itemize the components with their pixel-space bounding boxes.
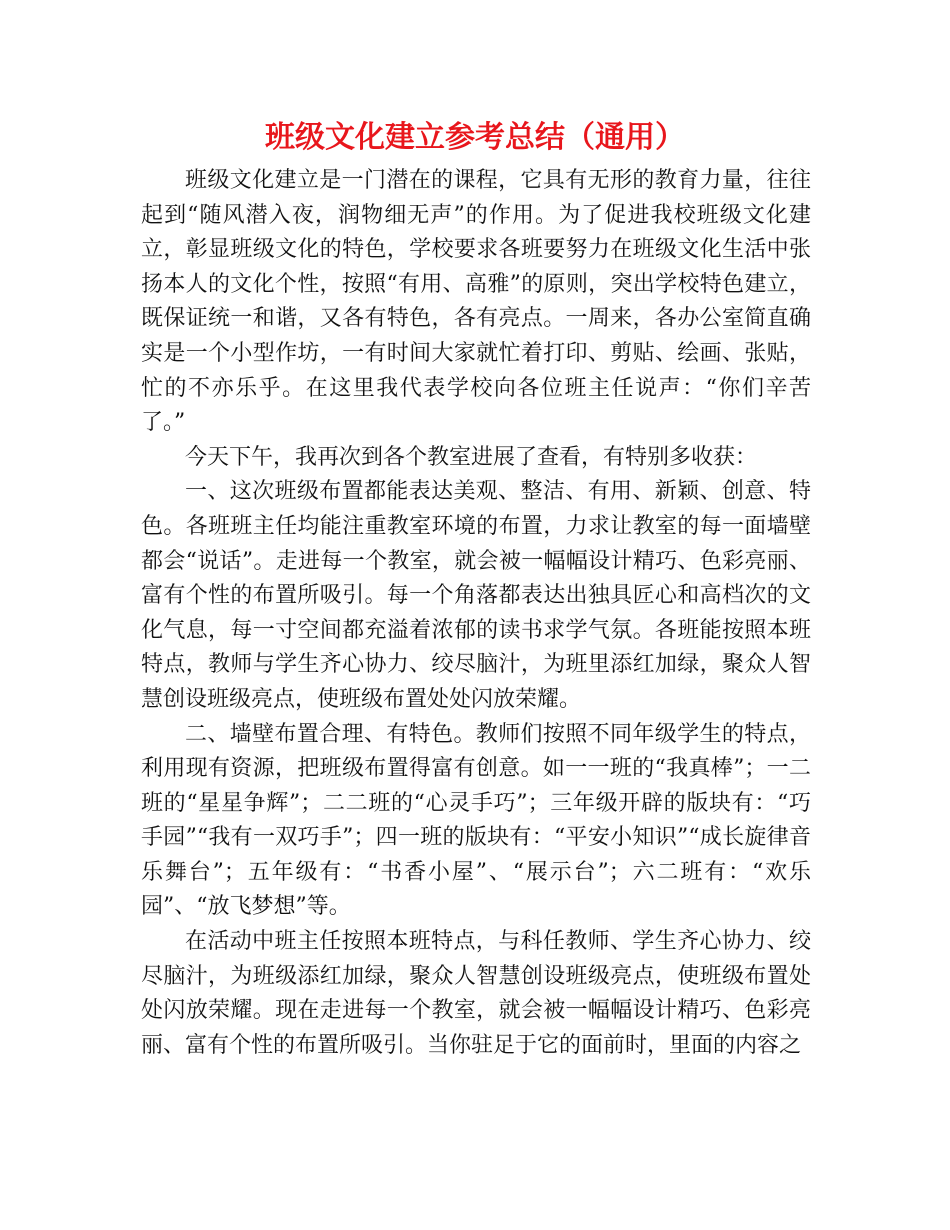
paragraph-activity: 在活动中班主任按照本班特点，与科任教师、学生齐心协力、绞尽脑汁，为班级添红加绿，聚众人智慧创设班级亮点，使班级布置处处闪放荣耀。现在走进每一个教室，就会被一幅幅设计精巧、色彩亮丽、富有个性的布置所吸引。当你驻足于它的面前时，里面的内容之 [141,929,811,1058]
paragraph-point-one: 一、这次班级布置都能表达美观、整洁、有用、新颖、创意、特色。各班班主任均能注重教室环境的布置，力求让教室的每一面墙壁都会“说话”。走进每一个教室，就会被一幅幅设计精巧、色彩亮丽、富有个性的布置所吸引。每一个角落都表达出独具匠心和高档次的文化气息，每一寸空间都充溢着浓郁的读书求学气氛。各班能按照本班特点，教师与学生齐心协力、绞尽脑汁，为班里添红加绿，聚众人智慧创设班级亮点，使班级布置处处闪放荣耀。 [141,479,811,712]
document-title: 班级文化建立参考总结（通用） [265,120,685,155]
paragraph-point-two: 二、墙壁布置合理、有特色。教师们按照不同年级学生的特点，利用现有资源，把班级布置得富有创意。如一一班的“我真棒”；一二班的“星星争辉”；二二班的“心灵手巧”；三年级开辟的版块有：“巧手园”“我有一双巧手”；四一班的版块有：“平安小知识”“成长旋律音乐舞台”；五年级有：“书香小屋”、“展示台”；六二班有：“欢乐园”、“放飞梦想”等。 [141,721,811,920]
paragraph-visit: 今天下午，我再次到各个教室进展了查看，有特别多收获： [185,444,758,470]
document-body [141,164,811,1063]
paragraph-intro: 班级文化建立是一门潜在的课程，它具有无形的教育力量，往往起到“随风潜入夜，润物细无声”的作用。为了促进我校班级文化建立，彰显班级文化的特色，学校要求各班要努力在班级文化生活中张扬本人的文化个性，按照“有用、高雅”的原则，突出学校特色建立，既保证统一和谐，又各有特色，各有亮点。一周来，各办公室简直确实是一个小型作坊，一有时间大家就忙着打印、剪贴、绘画、张贴，忙的不亦乐乎。在这里我代表学校向各位班主任说声：“你们辛苦了。” [141,168,811,436]
